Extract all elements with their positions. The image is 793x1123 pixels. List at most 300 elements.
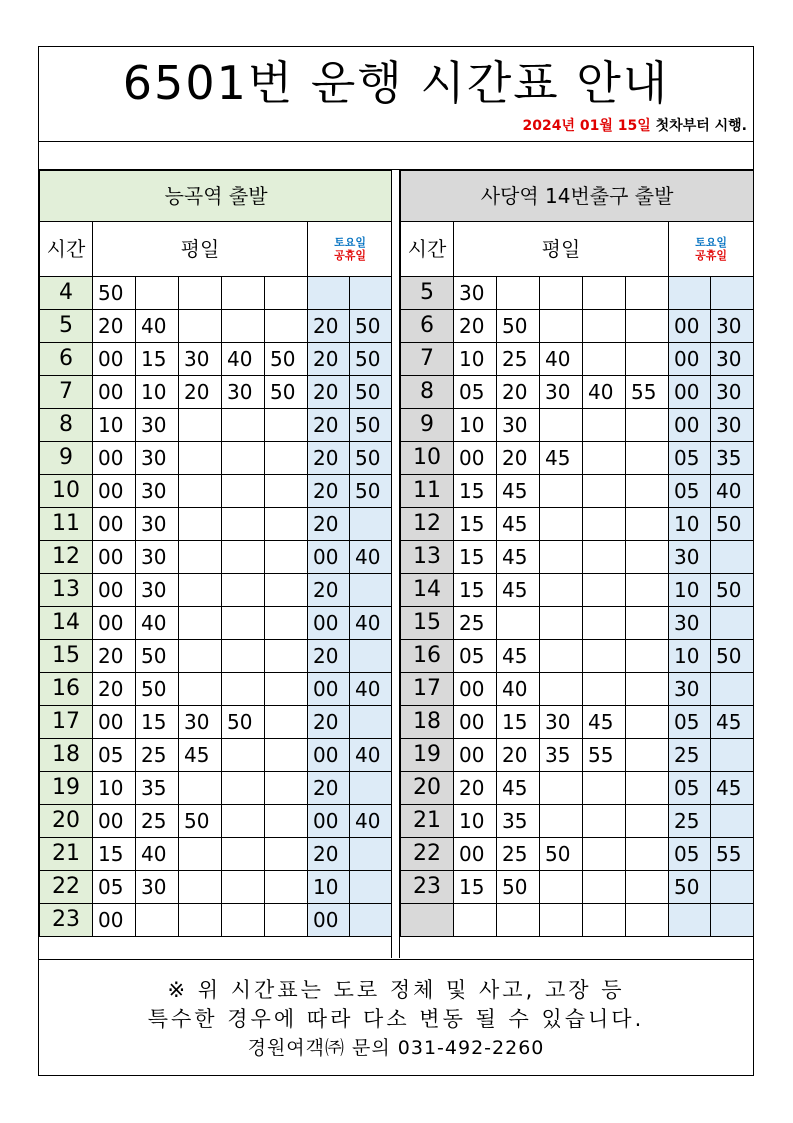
weekday-minute-cell bbox=[179, 640, 222, 673]
weekend-minute-cell: 00 bbox=[669, 376, 711, 409]
table-row bbox=[40, 508, 393, 541]
weekday-minute-cell bbox=[583, 508, 626, 541]
table-row bbox=[401, 442, 754, 475]
weekday-minute-cell: 00 bbox=[93, 574, 136, 607]
weekday-minute-cell: 25 bbox=[454, 607, 497, 640]
weekday-minute-cell: 20 bbox=[93, 640, 136, 673]
weekday-minute-cell: 50 bbox=[136, 673, 179, 706]
weekend-minute-cell: 25 bbox=[669, 739, 711, 772]
weekday-minute-cell bbox=[179, 673, 222, 706]
table-row bbox=[401, 739, 754, 772]
weekend-minute-cell: 00 bbox=[308, 739, 350, 772]
weekday-minute-cell bbox=[583, 871, 626, 904]
weekday-minute-cell: 00 bbox=[93, 376, 136, 409]
table-row bbox=[401, 310, 754, 343]
weekday-minute-cell: 05 bbox=[93, 871, 136, 904]
weekend-minute-cell bbox=[350, 508, 393, 541]
weekday-minute-cell: 00 bbox=[93, 541, 136, 574]
weekday-minute-cell bbox=[626, 541, 669, 574]
table-row bbox=[40, 343, 393, 376]
weekday-minute-cell bbox=[136, 277, 179, 310]
weekday-minute-cell: 30 bbox=[136, 871, 179, 904]
weekday-minute-cell: 15 bbox=[454, 508, 497, 541]
weekend-minute-cell: 30 bbox=[711, 376, 754, 409]
weekday-minute-cell bbox=[540, 607, 583, 640]
weekday-minute-cell bbox=[497, 277, 540, 310]
weekday-minute-cell bbox=[583, 343, 626, 376]
table-row bbox=[401, 904, 754, 937]
weekday-minute-cell bbox=[540, 640, 583, 673]
weekend-minute-cell bbox=[711, 805, 754, 838]
weekday-minute-cell bbox=[626, 574, 669, 607]
weekday-minute-cell: 40 bbox=[136, 310, 179, 343]
weekend-minute-cell: 20 bbox=[308, 574, 350, 607]
table-row bbox=[401, 541, 754, 574]
weekday-minute-cell bbox=[540, 409, 583, 442]
weekday-minute-cell: 15 bbox=[136, 343, 179, 376]
weekend-minute-cell: 40 bbox=[711, 475, 754, 508]
weekday-minute-cell: 40 bbox=[497, 673, 540, 706]
hour-cell: 22 bbox=[40, 871, 93, 904]
weekday-minute-cell bbox=[626, 310, 669, 343]
table-row bbox=[401, 277, 754, 310]
notice-line-2: 특수한 경우에 따라 다소 변동 될 수 있습니다. bbox=[147, 1007, 645, 1031]
weekday-minute-cell: 35 bbox=[540, 739, 583, 772]
saturday-label: 토요일 bbox=[695, 236, 727, 249]
table-row bbox=[401, 607, 754, 640]
hour-cell: 23 bbox=[40, 904, 93, 937]
weekday-minute-cell bbox=[626, 475, 669, 508]
weekend-minute-cell: 20 bbox=[308, 838, 350, 871]
weekday-minute-cell bbox=[265, 607, 308, 640]
weekend-minute-cell: 45 bbox=[711, 772, 754, 805]
weekday-minute-cell bbox=[454, 904, 497, 937]
weekend-minute-cell bbox=[711, 607, 754, 640]
weekday-minute-cell: 05 bbox=[93, 739, 136, 772]
weekday-minute-cell bbox=[179, 409, 222, 442]
weekday-minute-cell bbox=[265, 673, 308, 706]
notice-line-1: ※ 위 시간표는 도로 정체 및 사고, 고장 등 bbox=[167, 978, 625, 1002]
weekday-minute-cell: 00 bbox=[454, 442, 497, 475]
weekend-minute-cell bbox=[711, 904, 754, 937]
weekday-minute-cell bbox=[626, 805, 669, 838]
weekday-minute-cell: 50 bbox=[497, 310, 540, 343]
weekday-minute-cell: 40 bbox=[540, 343, 583, 376]
hour-cell: 15 bbox=[40, 640, 93, 673]
weekday-minute-cell bbox=[222, 541, 265, 574]
weekday-minute-cell: 50 bbox=[265, 376, 308, 409]
hour-cell: 16 bbox=[40, 673, 93, 706]
weekday-minute-cell bbox=[540, 904, 583, 937]
table-row bbox=[401, 376, 754, 409]
weekday-minute-cell: 00 bbox=[454, 838, 497, 871]
weekday-minute-cell: 30 bbox=[222, 376, 265, 409]
weekday-minute-cell: 20 bbox=[454, 310, 497, 343]
weekday-minute-cell: 50 bbox=[136, 640, 179, 673]
weekday-minute-cell bbox=[222, 442, 265, 475]
weekday-minute-cell: 40 bbox=[136, 838, 179, 871]
weekend-minute-cell: 30 bbox=[711, 343, 754, 376]
weekday-minute-cell: 55 bbox=[583, 739, 626, 772]
hour-cell: 15 bbox=[401, 607, 454, 640]
weekday-minute-cell: 10 bbox=[454, 409, 497, 442]
hour-cell: 18 bbox=[401, 706, 454, 739]
weekday-minute-cell bbox=[265, 541, 308, 574]
weekday-minute-cell bbox=[626, 508, 669, 541]
weekday-minute-cell bbox=[583, 277, 626, 310]
table-row bbox=[40, 739, 393, 772]
weekend-minute-cell: 00 bbox=[308, 541, 350, 574]
weekday-minute-cell: 45 bbox=[540, 442, 583, 475]
weekday-minute-cell bbox=[583, 838, 626, 871]
weekday-minute-cell bbox=[179, 442, 222, 475]
weekend-minute-cell: 55 bbox=[711, 838, 754, 871]
weekday-minute-cell bbox=[626, 772, 669, 805]
weekday-minute-cell: 10 bbox=[93, 772, 136, 805]
weekday-minute-cell: 15 bbox=[497, 706, 540, 739]
weekday-minute-cell bbox=[265, 706, 308, 739]
weekday-minute-cell bbox=[179, 871, 222, 904]
saturday-label: 토요일 bbox=[334, 236, 366, 249]
hour-cell: 19 bbox=[401, 739, 454, 772]
weekday-minute-cell: 00 bbox=[93, 508, 136, 541]
weekday-minute-cell: 40 bbox=[222, 343, 265, 376]
weekday-minute-cell: 00 bbox=[93, 706, 136, 739]
weekday-minute-cell: 40 bbox=[136, 607, 179, 640]
table-row bbox=[40, 277, 393, 310]
weekday-minute-cell bbox=[626, 607, 669, 640]
weekend-minute-cell: 30 bbox=[711, 310, 754, 343]
hour-cell: 18 bbox=[40, 739, 93, 772]
weekday-minute-cell bbox=[626, 904, 669, 937]
weekend-minute-cell: 20 bbox=[308, 640, 350, 673]
table-row bbox=[40, 376, 393, 409]
weekday-minute-cell bbox=[497, 904, 540, 937]
weekday-minute-cell: 20 bbox=[497, 376, 540, 409]
weekday-minute-cell bbox=[265, 772, 308, 805]
weekday-minute-cell: 45 bbox=[497, 640, 540, 673]
hour-cell: 10 bbox=[40, 475, 93, 508]
weekend-column-header bbox=[308, 222, 393, 277]
weekday-minute-cell bbox=[265, 508, 308, 541]
weekday-minute-cell bbox=[222, 475, 265, 508]
weekday-minute-cell bbox=[583, 409, 626, 442]
weekday-minute-cell bbox=[626, 343, 669, 376]
weekday-minute-cell bbox=[222, 277, 265, 310]
weekday-minute-cell bbox=[222, 409, 265, 442]
weekend-minute-cell: 40 bbox=[350, 541, 393, 574]
weekend-minute-cell: 50 bbox=[350, 343, 393, 376]
right-station-header: 사당역 14번출구 출발 bbox=[401, 171, 754, 222]
table-row bbox=[40, 607, 393, 640]
table-row bbox=[40, 442, 393, 475]
weekend-column-header bbox=[669, 222, 754, 277]
weekend-minute-cell: 20 bbox=[308, 706, 350, 739]
weekday-minute-cell bbox=[540, 871, 583, 904]
hour-cell: 9 bbox=[40, 442, 93, 475]
hour-cell: 6 bbox=[401, 310, 454, 343]
weekday-minute-cell: 45 bbox=[497, 772, 540, 805]
table-row bbox=[40, 706, 393, 739]
hour-cell: 14 bbox=[40, 607, 93, 640]
notice-box bbox=[39, 959, 753, 1075]
weekday-minute-cell: 20 bbox=[179, 376, 222, 409]
table-row bbox=[401, 343, 754, 376]
weekday-minute-cell bbox=[626, 706, 669, 739]
weekday-minute-cell: 45 bbox=[583, 706, 626, 739]
timetable-right bbox=[400, 170, 754, 937]
weekday-minute-cell bbox=[265, 904, 308, 937]
hour-cell: 20 bbox=[401, 772, 454, 805]
hour-cell: 9 bbox=[401, 409, 454, 442]
weekend-minute-cell bbox=[308, 277, 350, 310]
weekend-minute-cell: 20 bbox=[308, 376, 350, 409]
weekday-minute-cell: 45 bbox=[179, 739, 222, 772]
weekend-minute-cell: 00 bbox=[308, 607, 350, 640]
page-title: 6501번 운행 시간표 안내 bbox=[122, 56, 670, 110]
table-row bbox=[40, 574, 393, 607]
weekday-minute-cell bbox=[265, 475, 308, 508]
weekday-minute-cell bbox=[179, 574, 222, 607]
weekday-minute-cell bbox=[265, 871, 308, 904]
hour-cell: 7 bbox=[40, 376, 93, 409]
weekday-minute-cell: 50 bbox=[497, 871, 540, 904]
weekday-minute-cell: 10 bbox=[136, 376, 179, 409]
weekday-minute-cell bbox=[626, 277, 669, 310]
weekday-minute-cell bbox=[265, 640, 308, 673]
weekday-minute-cell: 00 bbox=[93, 904, 136, 937]
left-station-header: 능곡역 출발 bbox=[40, 171, 393, 222]
weekday-minute-cell: 25 bbox=[136, 739, 179, 772]
hour-cell: 8 bbox=[401, 376, 454, 409]
weekend-minute-cell: 50 bbox=[350, 442, 393, 475]
weekend-minute-cell bbox=[350, 871, 393, 904]
weekday-minute-cell bbox=[179, 904, 222, 937]
weekday-minute-cell: 25 bbox=[497, 343, 540, 376]
weekend-minute-cell bbox=[350, 574, 393, 607]
weekday-minute-cell: 50 bbox=[265, 343, 308, 376]
weekend-minute-cell: 00 bbox=[669, 310, 711, 343]
weekday-minute-cell bbox=[540, 574, 583, 607]
hour-cell: 20 bbox=[40, 805, 93, 838]
holiday-label: 공휴일 bbox=[334, 249, 366, 262]
weekday-minute-cell: 10 bbox=[454, 805, 497, 838]
table-divider bbox=[391, 170, 400, 958]
weekday-minute-cell: 15 bbox=[454, 475, 497, 508]
weekday-minute-cell bbox=[540, 673, 583, 706]
weekend-minute-cell: 20 bbox=[308, 475, 350, 508]
weekend-minute-cell: 50 bbox=[711, 508, 754, 541]
weekday-minute-cell: 45 bbox=[497, 475, 540, 508]
weekend-minute-cell: 30 bbox=[669, 541, 711, 574]
timetables bbox=[39, 170, 753, 958]
weekend-minute-cell bbox=[711, 277, 754, 310]
weekday-minute-cell bbox=[136, 904, 179, 937]
weekday-minute-cell bbox=[222, 673, 265, 706]
weekday-minute-cell bbox=[265, 310, 308, 343]
weekday-minute-cell bbox=[222, 805, 265, 838]
hour-cell: 13 bbox=[401, 541, 454, 574]
weekday-minute-cell bbox=[179, 475, 222, 508]
weekend-minute-cell: 50 bbox=[711, 640, 754, 673]
weekday-minute-cell: 30 bbox=[179, 706, 222, 739]
notice-contact: 경원여객㈜ 문의 031-492-2260 bbox=[247, 1037, 545, 1059]
weekday-minute-cell: 50 bbox=[179, 805, 222, 838]
table-row bbox=[401, 838, 754, 871]
title-box bbox=[39, 47, 753, 142]
weekday-minute-cell bbox=[583, 640, 626, 673]
weekend-minute-cell: 35 bbox=[711, 442, 754, 475]
weekend-minute-cell bbox=[350, 772, 393, 805]
weekend-minute-cell: 10 bbox=[669, 574, 711, 607]
weekday-minute-cell bbox=[222, 574, 265, 607]
effective-date: 2024년 01월 15일 bbox=[522, 118, 651, 134]
weekend-minute-cell: 05 bbox=[669, 442, 711, 475]
weekend-minute-cell: 00 bbox=[308, 805, 350, 838]
hour-column-header: 시간 bbox=[40, 222, 93, 277]
weekday-minute-cell: 15 bbox=[454, 871, 497, 904]
weekday-minute-cell bbox=[179, 508, 222, 541]
hour-cell: 19 bbox=[40, 772, 93, 805]
weekday-minute-cell: 40 bbox=[583, 376, 626, 409]
weekend-minute-cell: 10 bbox=[669, 508, 711, 541]
hour-cell: 11 bbox=[401, 475, 454, 508]
weekday-minute-cell bbox=[265, 277, 308, 310]
hour-cell: 12 bbox=[40, 541, 93, 574]
weekday-minute-cell: 00 bbox=[454, 673, 497, 706]
holiday-label: 공휴일 bbox=[695, 249, 727, 262]
table-row bbox=[40, 772, 393, 805]
weekday-minute-cell: 55 bbox=[626, 376, 669, 409]
weekend-minute-cell: 20 bbox=[308, 310, 350, 343]
weekend-minute-cell: 30 bbox=[669, 607, 711, 640]
weekday-minute-cell bbox=[583, 673, 626, 706]
weekday-minute-cell: 05 bbox=[454, 376, 497, 409]
weekend-minute-cell: 00 bbox=[308, 673, 350, 706]
weekend-minute-cell bbox=[669, 904, 711, 937]
weekend-minute-cell bbox=[669, 277, 711, 310]
weekday-minute-cell bbox=[540, 805, 583, 838]
hour-cell: 17 bbox=[40, 706, 93, 739]
weekend-minute-cell: 50 bbox=[669, 871, 711, 904]
table-row bbox=[40, 475, 393, 508]
weekend-minute-cell bbox=[350, 706, 393, 739]
weekday-minute-cell: 30 bbox=[136, 475, 179, 508]
weekday-minute-cell: 00 bbox=[93, 442, 136, 475]
weekday-minute-cell bbox=[626, 442, 669, 475]
hour-cell: 4 bbox=[40, 277, 93, 310]
weekday-minute-cell bbox=[540, 541, 583, 574]
weekend-minute-cell: 00 bbox=[308, 904, 350, 937]
hour-cell: 23 bbox=[401, 871, 454, 904]
table-row bbox=[40, 409, 393, 442]
weekend-minute-cell: 05 bbox=[669, 475, 711, 508]
hour-cell: 16 bbox=[401, 640, 454, 673]
weekday-minute-cell bbox=[540, 475, 583, 508]
weekend-minute-cell: 20 bbox=[308, 508, 350, 541]
table-row bbox=[40, 904, 393, 937]
weekday-minute-cell bbox=[179, 607, 222, 640]
weekend-minute-cell: 40 bbox=[350, 607, 393, 640]
hour-cell: 22 bbox=[401, 838, 454, 871]
weekend-minute-cell: 45 bbox=[711, 706, 754, 739]
weekday-minute-cell bbox=[626, 409, 669, 442]
weekday-minute-cell bbox=[222, 904, 265, 937]
weekday-minute-cell: 25 bbox=[497, 838, 540, 871]
table-row bbox=[40, 673, 393, 706]
weekday-minute-cell bbox=[540, 508, 583, 541]
weekday-minute-cell bbox=[626, 871, 669, 904]
weekday-minute-cell bbox=[179, 838, 222, 871]
weekend-minute-cell: 05 bbox=[669, 706, 711, 739]
weekday-minute-cell: 20 bbox=[497, 442, 540, 475]
table-row bbox=[401, 475, 754, 508]
weekday-minute-cell bbox=[222, 640, 265, 673]
weekday-minute-cell: 00 bbox=[454, 706, 497, 739]
spacer-row bbox=[39, 141, 753, 170]
hour-cell bbox=[401, 904, 454, 937]
weekday-minute-cell bbox=[540, 277, 583, 310]
table-row bbox=[401, 673, 754, 706]
weekday-minute-cell bbox=[222, 871, 265, 904]
weekday-minute-cell bbox=[222, 508, 265, 541]
weekend-minute-cell: 25 bbox=[669, 805, 711, 838]
weekend-minute-cell: 50 bbox=[350, 310, 393, 343]
weekend-minute-cell: 20 bbox=[308, 409, 350, 442]
weekday-minute-cell: 50 bbox=[222, 706, 265, 739]
hour-cell: 7 bbox=[401, 343, 454, 376]
weekday-minute-cell bbox=[265, 838, 308, 871]
hour-cell: 6 bbox=[40, 343, 93, 376]
weekend-minute-cell bbox=[711, 541, 754, 574]
weekday-minute-cell bbox=[265, 409, 308, 442]
hour-cell: 12 bbox=[401, 508, 454, 541]
weekday-minute-cell bbox=[265, 739, 308, 772]
weekday-minute-cell bbox=[583, 574, 626, 607]
weekday-minute-cell bbox=[222, 607, 265, 640]
weekday-minute-cell: 30 bbox=[136, 508, 179, 541]
table-row bbox=[40, 805, 393, 838]
weekday-minute-cell: 00 bbox=[93, 607, 136, 640]
timetable-left bbox=[39, 170, 393, 937]
weekday-minute-cell: 30 bbox=[540, 376, 583, 409]
hour-cell: 8 bbox=[40, 409, 93, 442]
table-row bbox=[401, 574, 754, 607]
weekend-minute-cell: 05 bbox=[669, 772, 711, 805]
weekday-minute-cell bbox=[626, 739, 669, 772]
weekday-minute-cell bbox=[179, 310, 222, 343]
hour-cell: 21 bbox=[401, 805, 454, 838]
weekend-minute-cell: 05 bbox=[669, 838, 711, 871]
weekday-minute-cell bbox=[179, 772, 222, 805]
weekday-minute-cell: 30 bbox=[136, 442, 179, 475]
weekend-minute-cell bbox=[350, 904, 393, 937]
weekend-minute-cell: 40 bbox=[350, 805, 393, 838]
weekend-minute-cell bbox=[711, 739, 754, 772]
weekday-minute-cell: 20 bbox=[454, 772, 497, 805]
weekday-minute-cell bbox=[179, 277, 222, 310]
weekday-minute-cell: 30 bbox=[136, 409, 179, 442]
weekend-minute-cell bbox=[350, 838, 393, 871]
weekday-minute-cell bbox=[265, 442, 308, 475]
weekday-minute-cell: 50 bbox=[540, 838, 583, 871]
weekday-minute-cell bbox=[222, 838, 265, 871]
weekday-column-header: 평일 bbox=[93, 222, 308, 277]
weekday-minute-cell: 25 bbox=[136, 805, 179, 838]
weekday-minute-cell: 30 bbox=[136, 574, 179, 607]
weekday-minute-cell bbox=[222, 310, 265, 343]
weekend-minute-cell: 50 bbox=[711, 574, 754, 607]
